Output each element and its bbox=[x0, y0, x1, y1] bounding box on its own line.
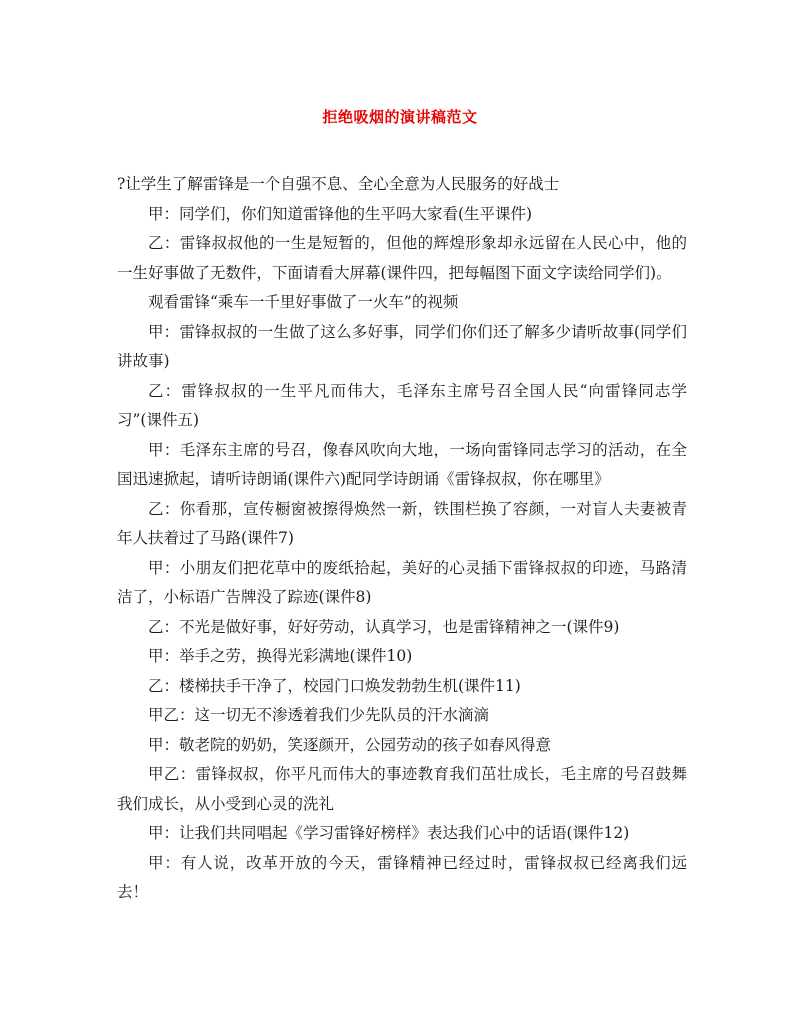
paragraph: 甲乙：雷锋叔叔，你平凡而伟大的事迹教育我们茁壮成长，毛主席的号召鼓舞我们成长，从小受到心灵的洗礼 bbox=[117, 765, 687, 813]
paragraph: 甲：同学们，你们知道雷锋他的生平吗大家看(生平课件) bbox=[148, 204, 533, 223]
paragraph: 甲：小朋友们把花草中的废纸拾起，美好的心灵插下雷锋叔叔的印迹，马路清洁了，小标语广告牌没了踪迹(课件8) bbox=[117, 558, 687, 606]
paragraph: ?让学生了解雷锋是一个自强不息、全心全意为人民服务的好战士 bbox=[117, 175, 560, 193]
paragraph: 乙：你看那，宣传橱窗被擦得焕然一新，铁围栏换了容颜，一对盲人夫妻被青年人扶着过了马路(课件7) bbox=[117, 499, 687, 547]
paragraph: 甲：雷锋叔叔的一生做了这么多好事，同学们你们还了解多少请听故事(同学们讲故事) bbox=[117, 322, 687, 370]
paragraph: 观看雷锋“乘车一千里好事做了一火车”的视频 bbox=[148, 293, 459, 311]
paragraph: 乙：楼梯扶手干净了，校园门口焕发勃勃生机(课件11) bbox=[148, 676, 521, 695]
paragraph: 甲：毛泽东主席的号召，像春风吹向大地，一场向雷锋同志学习的活动，在全国迅速掀起，请听诗朗诵(课件六)配同学诗朗诵《雷锋叔叔，你在哪里》 bbox=[117, 440, 687, 488]
paragraph: 乙：雷锋叔叔的一生平凡而伟大，毛泽东主席号召全国人民“向雷锋同志学习”(课件五) bbox=[117, 381, 687, 429]
paragraph: 甲乙：这一切无不渗透着我们少先队员的汗水滴滴 bbox=[148, 706, 490, 724]
document-title: 拒绝吸烟的演讲稿范文 bbox=[322, 108, 478, 126]
paragraph: 甲：让我们共同唱起《学习雷锋好榜样》表达我们心中的话语(课件12) bbox=[148, 824, 630, 842]
paragraph: 甲：有人说，改革开放的今天，雷锋精神已经过时，雷锋叔叔已经离我们远去！ bbox=[117, 853, 687, 901]
document-body bbox=[117, 170, 687, 908]
paragraph: 乙：雷锋叔叔他的一生是短暂的，但他的辉煌形象却永远留在人民心中，他的一生好事做了无数件，下面请看大屏幕(课件四，把每幅图下面文字读给同学们)。 bbox=[117, 234, 687, 282]
paragraph: 甲：敬老院的奶奶，笑逐颜开，公园劳动的孩子如春风得意 bbox=[148, 735, 552, 754]
paragraph: 甲：举手之劳，换得光彩满地(课件10) bbox=[148, 647, 413, 665]
paragraph: 乙：不光是做好事，好好劳动，认真学习，也是雷锋精神之一(课件9) bbox=[148, 617, 620, 636]
